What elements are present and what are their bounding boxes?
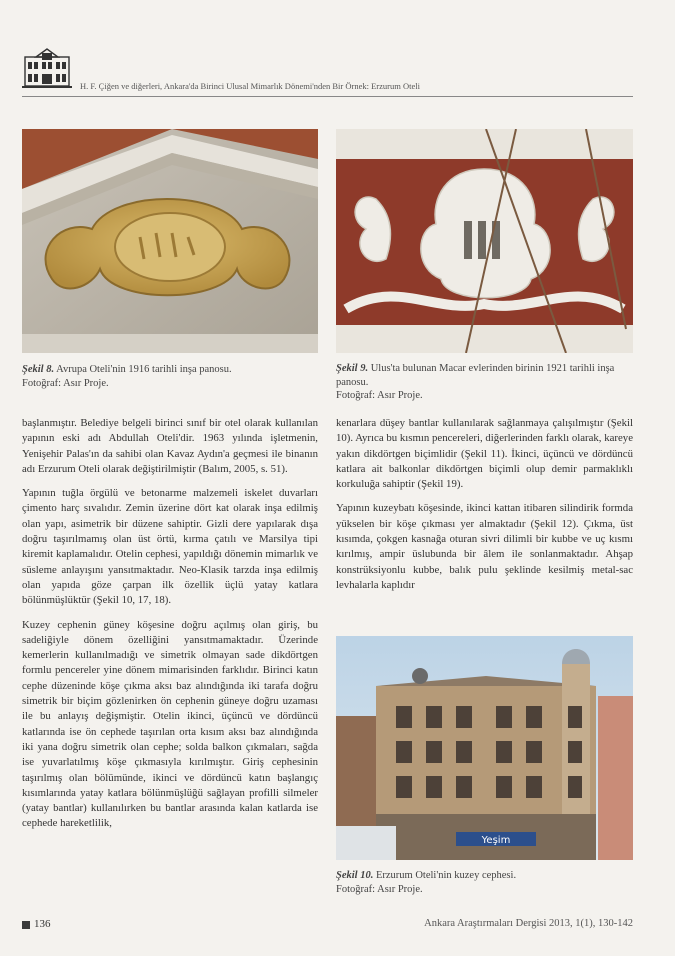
figure-8-photo: [22, 129, 318, 353]
header-rule: [22, 96, 633, 97]
running-header: H. F. Çiğen ve diğerleri, Ankara'da Birinci Ulusal Mimarlık Dönemi'nden Bir Örnek: Erzurum Oteli: [80, 81, 420, 91]
figure-9-photo: [336, 129, 633, 353]
figure-9-label: Şekil 9.: [336, 363, 369, 374]
paragraph: başlanmıştır. Belediye belgeli birinci sınıf bir otel olarak kullanılan yapının eski adı Abdullah Oteli'dir. 1963 yılında işletmenin, Yenişehir Palas'ın da sahibi olan Kavaz Aydın'a geçmesi ile binanın adı Erzurum Oteli olarak değiştirilmiştir (Balım, 2005, s. 51).: [22, 417, 318, 475]
footer-square-icon: [22, 921, 30, 929]
figure-9-caption: [336, 362, 633, 403]
page-number: 136: [34, 918, 51, 930]
figure-8-credit: Fotoğraf: Asır Proje.: [22, 377, 109, 389]
body-column-right: [336, 416, 633, 602]
figure-9-credit: Fotoğraf: Asır Proje.: [336, 390, 423, 401]
shop-sign: Yeşim: [481, 835, 511, 846]
body-column-left: [22, 416, 318, 841]
figure-10-label: Şekil 10.: [336, 870, 374, 881]
figure-10-credit: Fotoğraf: Asır Proje.: [336, 883, 423, 895]
paragraph: Yapının kuzeybatı köşesinde, ikinci kattan itibaren silindirik formda yükselen bir köşe çıkması yer almaktadır (Şekil 12). Çıkma, üst kısımda, çokgen kasnağa oturan sivri dilimli bir kubbe ve uç kısmı kırılmış, ampir üslubunda bir âlem ile sonlanmaktadır. Ahşap konstrüksiyonlu kubbe, balık pulu şeklinde kesilmiş metal-sac levhalarla kaplıdır: [336, 502, 633, 591]
paragraph: Yapının tuğla örgülü ve betonarme malzemeli iskelet duvarları çimento harç sıvalıdır. Zemin üzerine dört kat olarak inşa edilmiş olan yapı, asimetrik bir düzene sahiptir. Gizli dere yapılarak dışa doğru taşırılmamış olan üst örtü, kırma çatılı ve Marsilya tipi kiremit kaplamalıdır. Otelin cephesi, yapıldığı dönemin mimarlık ve süsleme anlayışını yansıtmaktadır. Neo-Klasik tarzda inşa edilmiş olan yapıda göze çarpan ilk özellik üçlü yatay katlara bölünmüşlüktür (Şekil 10, 17, 18).: [22, 487, 318, 607]
figure-8-label: Şekil 8.: [22, 364, 55, 375]
figure-10-caption-text: Erzurum Oteli'nin kuzey cephesi.: [373, 870, 517, 881]
journal-logo-icon: [22, 46, 72, 90]
journal-citation: Ankara Araştırmaları Dergisi 2013, 1(1), 130-142: [424, 918, 633, 929]
figure-10-photo: [336, 636, 633, 860]
figure-8-caption-text: Avrupa Oteli'nin 1916 tarihli inşa panosu.: [54, 364, 232, 375]
figure-8-caption: [22, 363, 318, 390]
figure-9-caption-text: Ulus'ta bulunan Macar evlerinden birinin 1921 tarihli inşa panosu.: [336, 363, 615, 388]
paragraph: kenarlara düşey bantlar kullanılarak sağlanmaya çalışılmıştır (Şekil 10). Ayrıca bu kısmın pencereleri, diğerlerinden farklı olarak, kareye yakın dikdörtgen biçimlidir (Şekil 11). İkinci, üçüncü ve dördüncü katlara ait balkonlar dikdörtgen biçimli olup demir parmaklıklı korkuluğa sahiptir (Şekil 19).: [336, 417, 633, 491]
figure-10-caption: [336, 869, 633, 896]
paragraph: Kuzey cephenin güney köşesine doğru açılmış olan giriş, bu sadeliğiyle dönem özelliğini yansıtmamaktadır. Üzerinde kemerlerin kullanılmadığı ve simetrik olmayan sade dikdörtgen formlu pencereler yine dönem mimarisinden farklıdır. Birinci katın cephe düzeninde köşe çıkma aksı baz alındığında iki tarafa doğru simetrik bir biçim gözlenirken ön cephenin güneye doğru uzaması ile bu anlayış değişmiştir. Otelin ikinci, üçüncü ve dördüncü katlarında ise ön cephede taşırılan orta kısım aksı baz alındığında iki yana doğru simetrik olan cephe; solda balkon çıkmaları, sağda ise yuvarlatılmış köşe çıkmasıyla kırılmıştır. Giriş cephesinin taşırılmış olan bölümünde, ikinci ve dördüncü katın başlangıç kısımlarında yatay katlara bölünmüşlüğü sağlayan profilli silmeler (yatay bantlar) kullanılırken bu bantlar arasında kalan katlarda ise cephede hareketlilik,: [22, 618, 318, 830]
